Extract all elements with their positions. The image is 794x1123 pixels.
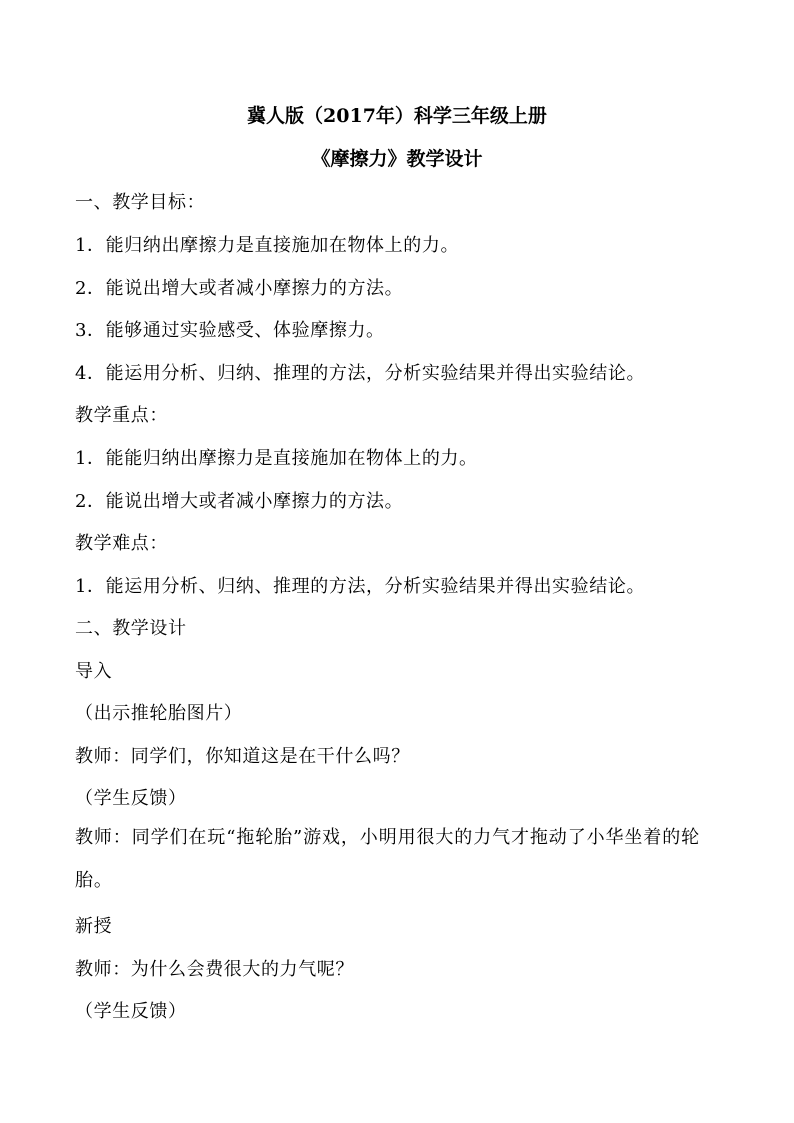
key-point-item: 1．能能归纳出摩擦力是直接施加在物体上的力。	[75, 448, 478, 469]
stage-direction: （学生反馈）	[75, 788, 187, 809]
objective-item: 1．能归纳出摩擦力是直接施加在物体上的力。	[75, 235, 460, 256]
subsection-heading-new-lesson: 新授	[75, 916, 113, 937]
difficulty-item: 1．能运用分析、归纳、推理的方法，分析实验结果并得出实验结论。	[75, 576, 646, 597]
dialogue-line: 教师：为什么会费很大的力气呢？	[75, 959, 354, 980]
dialogue-paragraph: 教师：同学们在玩“拖轮胎”游戏，小明用很大的力气才拖动了小华坐着的轮胎。	[75, 827, 701, 891]
section-heading-design: 二、教学设计	[75, 618, 187, 639]
objective-item: 3．能够通过实验感受、体验摩擦力。	[75, 320, 385, 341]
stage-direction: （出示推轮胎图片）	[75, 703, 243, 724]
key-point-item: 2．能说出增大或者减小摩擦力的方法。	[75, 491, 404, 512]
section-heading-key-points: 教学重点：	[75, 405, 168, 426]
stage-direction: （学生反馈）	[75, 1001, 187, 1022]
section-heading-difficulties: 教学难点：	[75, 533, 168, 554]
dialogue-line: 教师：同学们，你知道这是在干什么吗？	[75, 746, 410, 767]
subsection-heading-intro: 导入	[75, 661, 113, 682]
objective-item: 2．能说出增大或者减小摩擦力的方法。	[75, 278, 404, 299]
section-heading-objectives: 一、教学目标：	[75, 192, 206, 213]
document-title: 冀人版（2017年）科学三年级上册	[247, 105, 547, 127]
objective-item: 4．能运用分析、归纳、推理的方法，分析实验结果并得出实验结论。	[75, 363, 646, 384]
document-subtitle: 《摩擦力》教学设计	[311, 148, 483, 170]
